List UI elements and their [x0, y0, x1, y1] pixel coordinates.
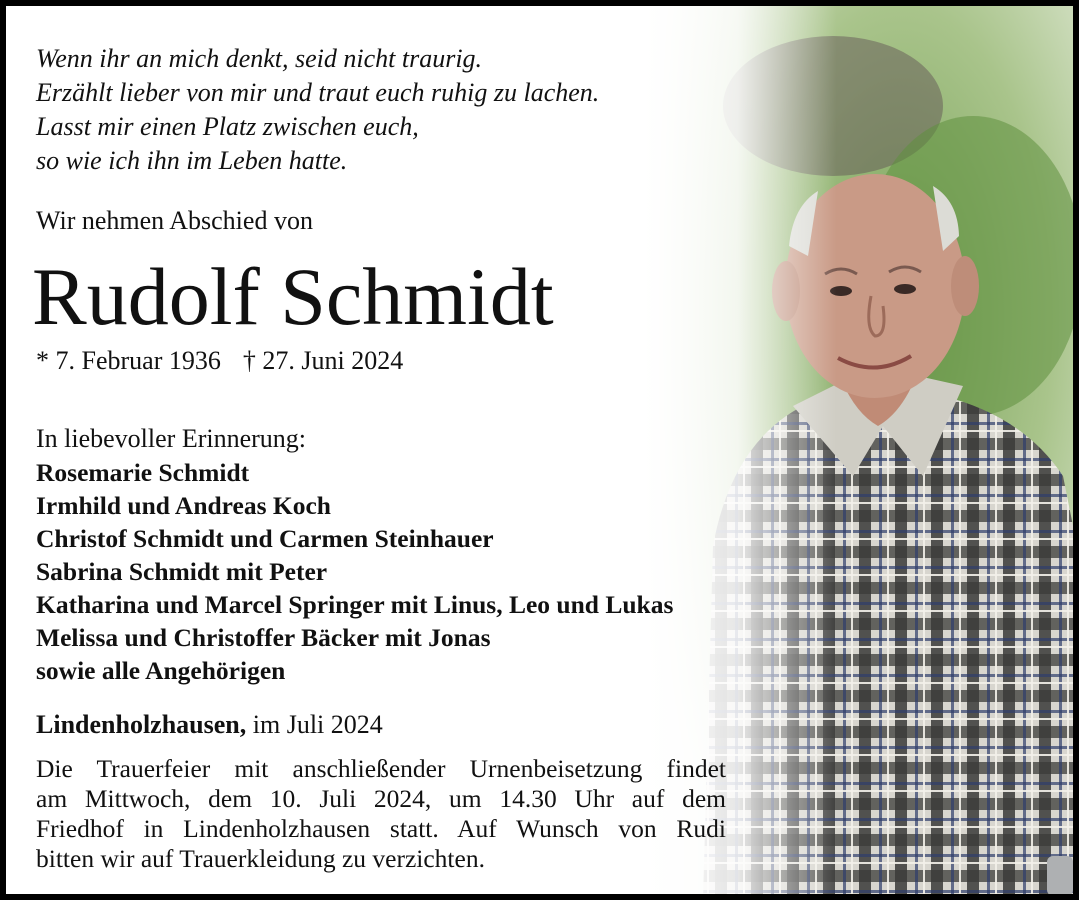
mourner-line: Christof Schmidt und Carmen Steinhauer [36, 524, 494, 553]
place-date [36, 710, 383, 740]
birth-date: * 7. Februar 1936 [36, 346, 221, 375]
service-info [36, 754, 726, 874]
place-month: im Juli 2024 [252, 710, 383, 739]
mourner-line: Melissa und Christoffer Bäcker mit Jonas [36, 623, 491, 652]
intro-text: Wir nehmen Abschied von [36, 206, 313, 235]
poem-line: Wenn ihr an mich denkt, seid nicht traurig. [36, 44, 483, 73]
poem-line: Erzählt lieber von mir und traut euch ruhig zu lachen. [36, 78, 600, 107]
place-town: Lindenholzhausen, [36, 710, 247, 739]
mourner-line: Sabrina Schmidt mit Peter [36, 557, 328, 586]
life-dates [36, 346, 403, 376]
mourner-line: Katharina und Marcel Springer mit Linus, Leo und Lukas [36, 590, 674, 619]
deceased-name: Rudolf Schmidt [32, 251, 554, 342]
poem-line: so wie ich ihn im Leben hatte. [36, 146, 348, 175]
memory-label: In liebevoller Erinnerung: [36, 424, 307, 453]
mourner-line: Rosemarie Schmidt [36, 458, 250, 487]
mourner-line: Irmhild und Andreas Koch [36, 491, 331, 520]
service-line: am Mittwoch, dem 10. Juli 2024, um 14.30 Uhr auf dem [36, 784, 726, 813]
service-line: Die Trauerfeier mit anschließender Urnenbeisetzung findet [36, 754, 726, 783]
mourners-list [36, 456, 673, 687]
death-date: † 27. Juni 2024 [242, 346, 404, 375]
mourner-line: sowie alle Angehörigen [36, 656, 286, 685]
poem-line: Lasst mir einen Platz zwischen euch, [36, 112, 419, 141]
service-line: Friedhof in Lindenholzhausen statt. Auf Wunsch von Rudi [36, 814, 726, 843]
service-line: bitten wir auf Trauerkleidung zu verzichten. [36, 844, 485, 873]
poem [36, 42, 599, 178]
